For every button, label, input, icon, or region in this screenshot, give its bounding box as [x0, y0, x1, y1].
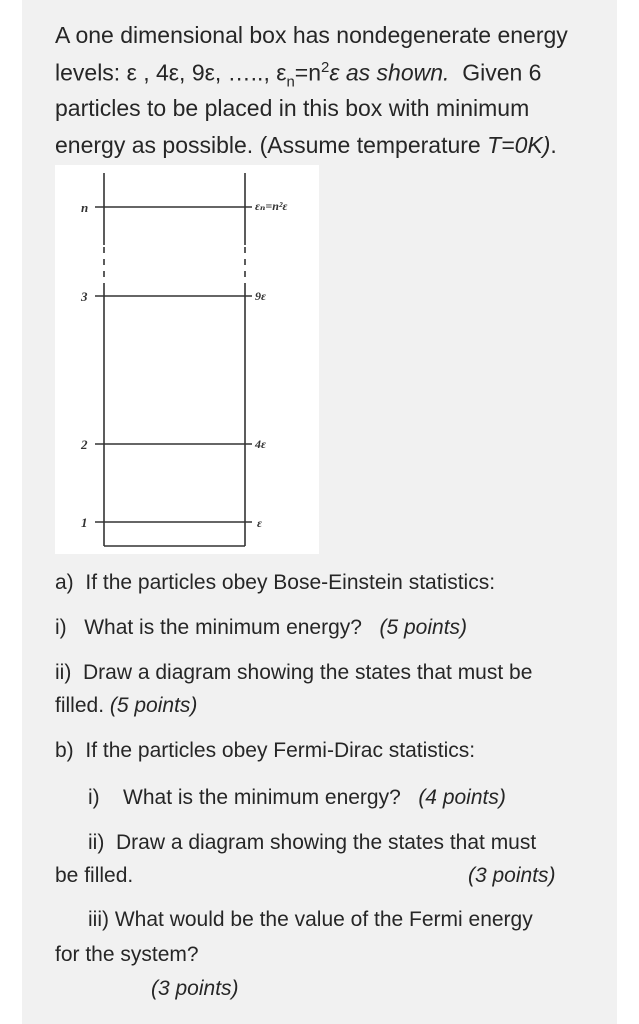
- energy-label-1: ε: [257, 516, 262, 530]
- part-a-text: If the particles obey Bose-Einstein statistics:: [85, 571, 496, 594]
- intro-temp-text: energy as possible. (Assume temperature: [55, 132, 488, 158]
- intro-line-2: [55, 59, 541, 90]
- intro-period: .: [550, 132, 557, 158]
- intro-as-shown: ε as shown.: [329, 59, 450, 86]
- energy-label-3: 9ε: [255, 289, 266, 303]
- part-b-i-points: (4 points): [418, 786, 506, 809]
- part-b-i-label: i): [88, 786, 100, 809]
- part-a-ii-cont: [55, 694, 197, 718]
- part-b-text: If the particles obey Fermi-Dirac statistics:: [85, 739, 476, 762]
- part-b-iii-text: What would be the value of the Fermi energy: [114, 908, 533, 931]
- part-a-ii-points: (5 points): [109, 694, 198, 717]
- part-b-i: [88, 786, 506, 810]
- part-b-ii: [88, 831, 536, 855]
- intro-levels-text: levels: ε , 4ε, 9ε, ….., ε: [55, 59, 287, 86]
- energy-level-diagram: [55, 165, 319, 554]
- intro-temp-value: T=0K): [487, 132, 551, 158]
- intro-eq-text: =n: [294, 59, 322, 86]
- part-a-i-text: What is the minimum energy?: [84, 616, 362, 639]
- part-a-ii-text2: filled.: [55, 694, 105, 717]
- part-a-ii-text: Draw a diagram showing the states that must be: [83, 661, 533, 684]
- intro-given: Given 6: [462, 59, 542, 86]
- part-b-ii-points: (3 points): [468, 864, 556, 887]
- part-b-iii-cont: for the system?: [55, 943, 199, 966]
- level-3-label: 3: [81, 289, 88, 304]
- part-b-iii: [88, 908, 533, 932]
- part-a: [55, 571, 495, 595]
- part-b-ii-text: Draw a diagram showing the states that must: [116, 831, 537, 854]
- energy-label-2: 4ε: [255, 437, 266, 451]
- level-1-label: 1: [81, 515, 88, 530]
- intro-line-4: [55, 132, 557, 159]
- part-a-label: a): [55, 571, 74, 594]
- intro-line-1: A one dimensional box has nondegenerate energy: [55, 22, 568, 48]
- part-b-label: b): [55, 739, 74, 762]
- intro-line-3: particles to be placed in this box with minimum: [55, 95, 530, 121]
- part-a-ii-label: ii): [55, 661, 72, 684]
- part-b-iii-label: iii): [88, 908, 109, 931]
- energy-level-svg: [55, 165, 319, 554]
- level-2-label: 2: [81, 437, 88, 452]
- level-n-label: n: [81, 200, 89, 215]
- part-b: [55, 739, 475, 763]
- part-b-iii-points: (3 points): [151, 977, 239, 1000]
- part-b-ii-cont: be filled.: [55, 864, 134, 887]
- part-b-i-text: What is the minimum energy?: [123, 786, 401, 809]
- intro-sup-2: 2: [321, 59, 330, 76]
- part-b-ii-label: ii): [88, 831, 105, 854]
- part-a-i-points: (5 points): [379, 616, 468, 639]
- part-a-ii: [55, 661, 532, 685]
- intro-sub-n: n: [286, 73, 295, 91]
- part-a-i-label: i): [55, 616, 67, 639]
- part-a-i: [55, 616, 467, 640]
- energy-label-n: εₙ=n²ε: [255, 199, 288, 213]
